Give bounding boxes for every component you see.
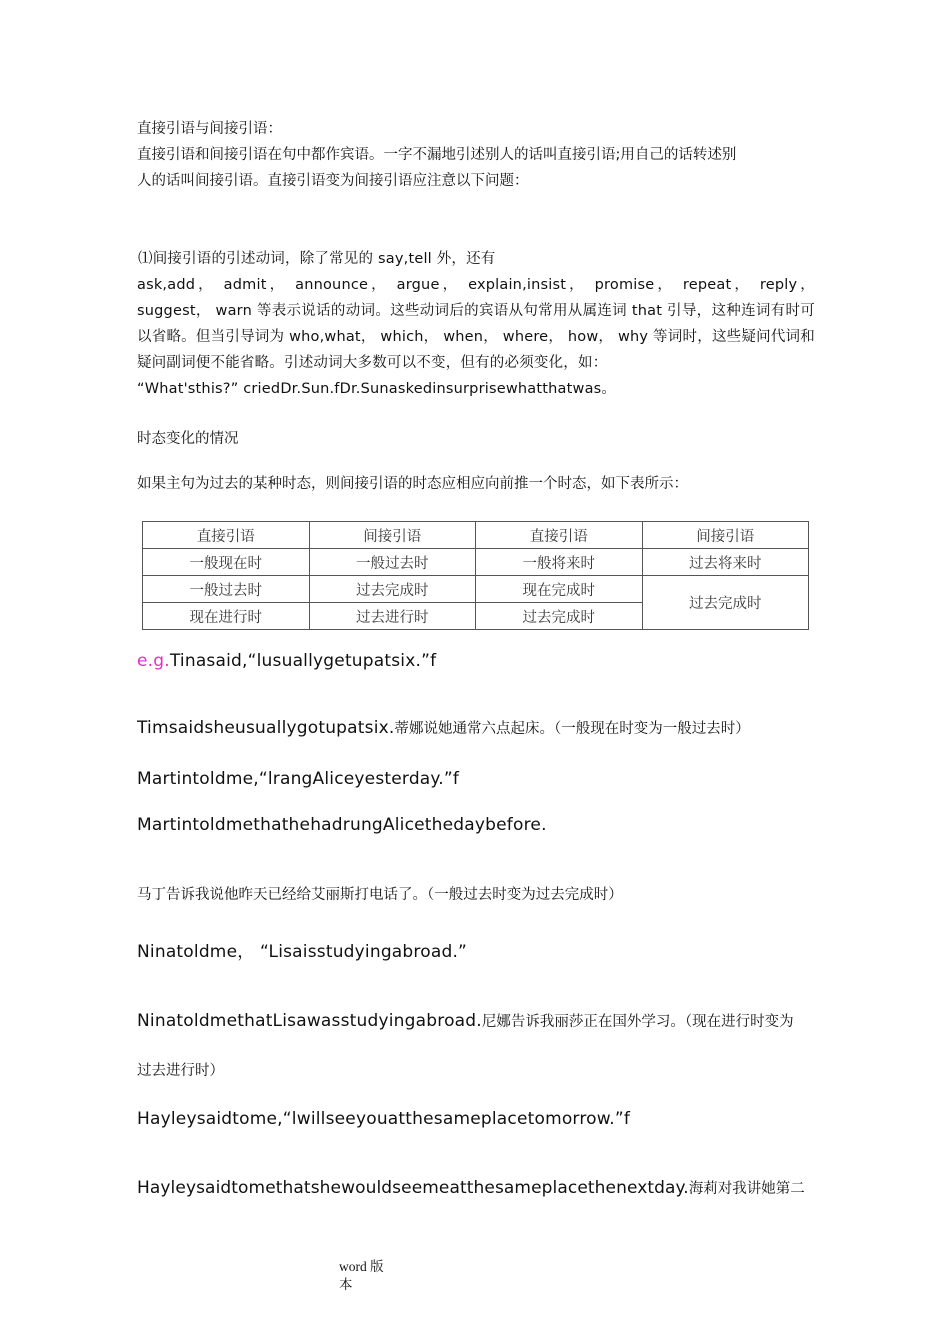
example1-indirect-text: Timsaidsheusuallygotupatsix. <box>137 718 395 738</box>
example3-direct: Ninatoldme， “Lisaisstudyingabroad.” <box>137 942 468 962</box>
table-cell-merged: 过去完成时 <box>642 576 809 630</box>
tense-table <box>142 521 809 630</box>
example4-indirect <box>137 1177 837 1198</box>
example1-indirect <box>137 717 815 738</box>
example1-direct-text: Tinasaid,“lusuallygetupatsix.”f <box>169 651 437 671</box>
section1-example: “What'sthis?” criedDr.Sun.fDr.Sunaskedinsurprisewhatthatwas。 <box>137 381 617 397</box>
table-cell: 过去进行时 <box>309 603 476 630</box>
example1-translation: 蒂娜说她通常六点起床。（一般现在时变为一般过去时） <box>394 721 750 737</box>
section1-first-line: ⑴间接引语的引述动词，除了常见的 say,tell 外，还有 <box>138 251 496 267</box>
table-header-cell: 直接引语 <box>476 522 643 549</box>
reporting-verbs-section <box>137 246 815 402</box>
table-row <box>143 576 809 603</box>
example4-indirect-text: Hayleysaidtomethatshewouldseemeatthesameplacethenextday. <box>137 1178 689 1198</box>
table-cell: 过去完成时 <box>309 576 476 603</box>
table-header-cell: 直接引语 <box>143 522 310 549</box>
intro-title: 直接引语与间接引语： <box>137 121 282 137</box>
example2-indirect: MartintoldmethathehadrungAlicethedaybefore. <box>137 815 547 835</box>
table-header-cell: 间接引语 <box>309 522 476 549</box>
intro-block <box>137 116 815 194</box>
table-cell: 一般过去时 <box>309 549 476 576</box>
tense-heading: 时态变化的情况 <box>137 431 239 447</box>
table-header-cell: 间接引语 <box>642 522 809 549</box>
example4-translation: 海莉对我讲她第二 <box>688 1181 805 1197</box>
table-cell: 现在进行时 <box>143 603 310 630</box>
table-cell: 过去完成时 <box>476 603 643 630</box>
tense-description: 如果主句为过去的某种时态，则间接引语的时态应相应向前推一个时态，如下表所示： <box>137 476 688 492</box>
section1-body: ask,add， admit， announce， argue， explain,insist， promise， repeat， reply， suggest， warn 等表示说话的动词。这些动词后的宾语从句常用从属连词 that 引导，这种连词有时可以省略。但当引导词为 who,what， which， when， where， how， why 等词时，这些疑问代词和疑问副词便不能省略。引述动词大多数可以不变，但有的必须变化，如： <box>137 277 815 371</box>
intro-line-2: 人的话叫间接引语。直接引语变为间接引语应注意以下问题： <box>137 173 529 189</box>
intro-line-1: 直接引语和间接引语在句中都作宾语。一字不漏地引述别人的话叫直接引语;用自己的话转述别 <box>137 147 737 163</box>
eg-label: e.g. <box>137 651 170 671</box>
example4-direct: Hayleysaidtome,“lwillseeyouatthesameplacetomorrow.”f <box>137 1109 631 1129</box>
example3-translation-cont: 过去进行时） <box>137 1063 224 1079</box>
table-cell: 一般过去时 <box>143 576 310 603</box>
table-cell: 一般将来时 <box>476 549 643 576</box>
example2-direct: Martintoldme,“lrangAliceyesterday.”f <box>137 769 460 789</box>
example3-translation: 尼娜告诉我丽莎正在国外学习。（现在进行时变为 <box>481 1014 794 1030</box>
example1-direct <box>137 651 815 671</box>
page-footer <box>339 1258 399 1294</box>
table-row <box>143 549 809 576</box>
table-cell: 现在完成时 <box>476 576 643 603</box>
table-cell: 一般现在时 <box>143 549 310 576</box>
example3-indirect-text: NinatoldmethatLisawasstudyingabroad. <box>137 1011 482 1031</box>
footer-line-1: word 版 <box>339 1259 384 1274</box>
table-cell: 过去将来时 <box>642 549 809 576</box>
example2-translation: 马丁告诉我说他昨天已经给艾丽斯打电话了。（一般过去时变为过去完成时） <box>137 887 623 903</box>
example3-indirect <box>137 1010 815 1031</box>
footer-line-2: 本 <box>339 1277 353 1292</box>
table-header-row <box>143 522 809 549</box>
